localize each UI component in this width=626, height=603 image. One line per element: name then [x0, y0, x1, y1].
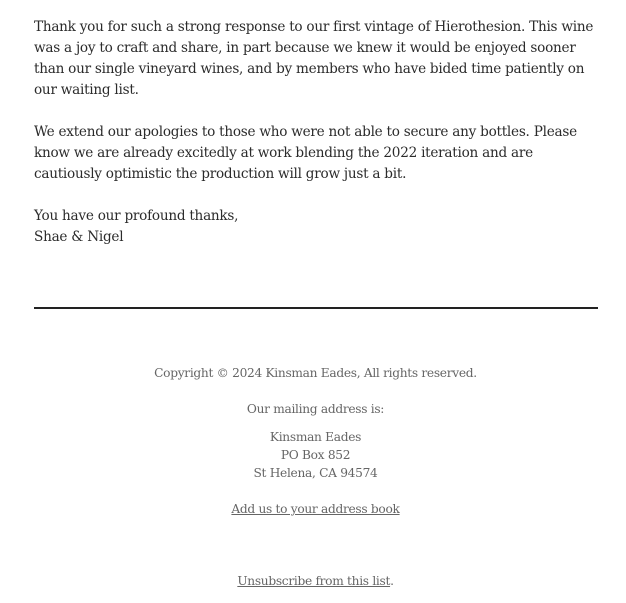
email-footer — [0, 364, 626, 590]
unsubscribe-row — [0, 572, 626, 590]
email-body — [34, 17, 598, 248]
address-city: St Helena, CA 94574 — [253, 466, 378, 480]
add-to-address-book-link[interactable]: Add us to your address book — [231, 502, 400, 516]
message-paragraph-2: We extend our apologies to those who were not able to secure any bottles. Please know we are already excitedly at work blending the 2022 iteration and are cautiously optimistic the production will grow just a bit. — [34, 124, 577, 182]
message-paragraph-1: Thank you for such a strong response to our first vintage of Hierothesion. This wine was a joy to craft and share, in part because we knew it would be enjoyed sooner than our single vineyard wines, and by members who have bided time patiently on our waiting list. — [34, 19, 594, 98]
address-book-row — [0, 500, 626, 518]
address-name: Kinsman Eades — [269, 430, 362, 444]
signature: Shae & Nigel — [34, 229, 124, 245]
footer-divider — [34, 307, 598, 309]
address-po-box: PO Box 852 — [280, 448, 351, 462]
unsubscribe-period: . — [390, 574, 394, 588]
closing-line: You have our profound thanks, — [34, 208, 239, 224]
unsubscribe-link[interactable]: Unsubscribe from this list — [237, 574, 391, 588]
copyright-text: Copyright © 2024 Kinsman Eades, All rights reserved. — [154, 366, 477, 380]
mailing-address-label: Our mailing address is: — [246, 402, 385, 416]
